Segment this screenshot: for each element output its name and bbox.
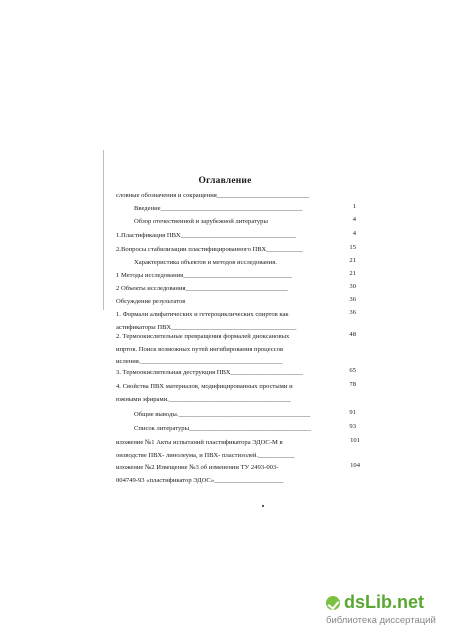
toc-entry xyxy=(116,462,360,487)
toc-entry xyxy=(116,216,356,229)
toc-entry-text: исления.___________________________________________ xyxy=(116,358,283,365)
toc-entry-text: Список литературы_____________________________________ xyxy=(134,425,312,432)
toc-entry xyxy=(116,423,356,436)
toc-page-number: 21 xyxy=(349,270,356,277)
toc-page-number: 93 xyxy=(349,423,356,430)
toc-title: Оглавление xyxy=(198,176,252,186)
scan-edge-line xyxy=(103,150,104,310)
toc-entry xyxy=(116,257,356,270)
toc-page-number: 21 xyxy=(349,257,356,264)
toc-entry xyxy=(116,190,356,203)
toc-entry xyxy=(116,283,356,296)
toc-entry-text: 004749-93 «пластификатор ЭДОС»_____________________ xyxy=(116,476,284,484)
logo-text: dsLib.net xyxy=(344,592,424,612)
toc-entry xyxy=(116,203,356,216)
toc-page-number: 36 xyxy=(349,309,356,316)
checkmark-icon xyxy=(326,596,340,610)
toc-page-number: 48 xyxy=(349,331,356,338)
toc-entry-text: южными эфирами._____________________________________ xyxy=(116,395,291,403)
toc-entry-text: астификаторы ПВХ______________________________________ xyxy=(116,323,297,331)
toc-page-number: 4 xyxy=(352,216,356,223)
toc-entry-text: Обсуждение результатов xyxy=(116,298,186,305)
toc-entry xyxy=(116,331,356,369)
toc-entry xyxy=(116,409,356,422)
toc-entry xyxy=(116,296,356,309)
toc-entry-text: иложение №2 Извещение №3 об изменении ТУ 2493-003- xyxy=(116,464,279,471)
toc-entry-text: 1.Пластификация ПВХ___________________________________ xyxy=(116,232,296,239)
toc-page-number: 4 xyxy=(352,230,356,237)
toc-page-number: 36 xyxy=(349,296,356,303)
toc-page-number: 1 xyxy=(352,203,356,210)
toc-entry xyxy=(116,437,360,462)
toc-entry xyxy=(116,244,356,257)
toc-entry-text: оизводстве ПВХ- линолеума, и ПВХ- пластизолей.___________ xyxy=(116,451,295,459)
toc-entry-text: 1 Методы исследования_________________________________ xyxy=(116,272,292,279)
toc-entry-text: 2.Вопросы стабилизации пластифицированного ПВХ___________ xyxy=(116,246,303,253)
toc-entry xyxy=(116,270,356,283)
toc-entry-text: Введение___________________________________________ xyxy=(134,205,303,212)
toc-entry-text: 1. Формали алифатических и гетероциклических спиртов как xyxy=(116,311,289,318)
toc-page-number: 91 xyxy=(349,409,356,416)
toc-page-number: 30 xyxy=(349,283,356,290)
toc-page-number: 65 xyxy=(349,367,356,374)
toc-entry-text: 2. Термоокислительные превращения формалей диоксановых xyxy=(116,333,290,340)
toc-page-number: 101 xyxy=(350,437,360,444)
toc-page-number: 15 xyxy=(349,244,356,251)
toc-entry-text: 2 Объекты исследования_______________________________ xyxy=(116,285,288,292)
toc-entry-text: словные обозначения и сокращения____________________________ xyxy=(116,192,310,199)
scan-dot xyxy=(262,505,264,507)
toc-entry xyxy=(116,381,356,406)
toc-entry-text: Обзор отечественной и зарубежной литературы xyxy=(134,218,268,225)
toc-entry xyxy=(116,230,356,243)
toc-entry-text: ипртов. Поиск возможных путей ингибирования процессов xyxy=(116,345,284,353)
toc-entry-text: 3. Термоокислительная деструкция ПВХ______________________ xyxy=(116,369,304,376)
site-logo[interactable] xyxy=(326,592,436,628)
toc-entry-text: 4. Свойства ПВХ материалов, модифицированных простыми и xyxy=(116,383,293,390)
toc-entry-text: иложение №1 Акты испытаний пластификатора ЭДОС-М в xyxy=(116,439,283,446)
toc-page-number: 78 xyxy=(349,381,356,388)
toc-entry-text: Характеристика объектов и методов исследования. xyxy=(134,259,277,266)
toc-entry-text: Общие выводы.________________________________________ xyxy=(134,411,311,418)
logo-tagline: библиотека диссертаций xyxy=(326,615,436,626)
toc-page-number: 104 xyxy=(350,462,360,469)
toc-entry xyxy=(116,367,356,380)
